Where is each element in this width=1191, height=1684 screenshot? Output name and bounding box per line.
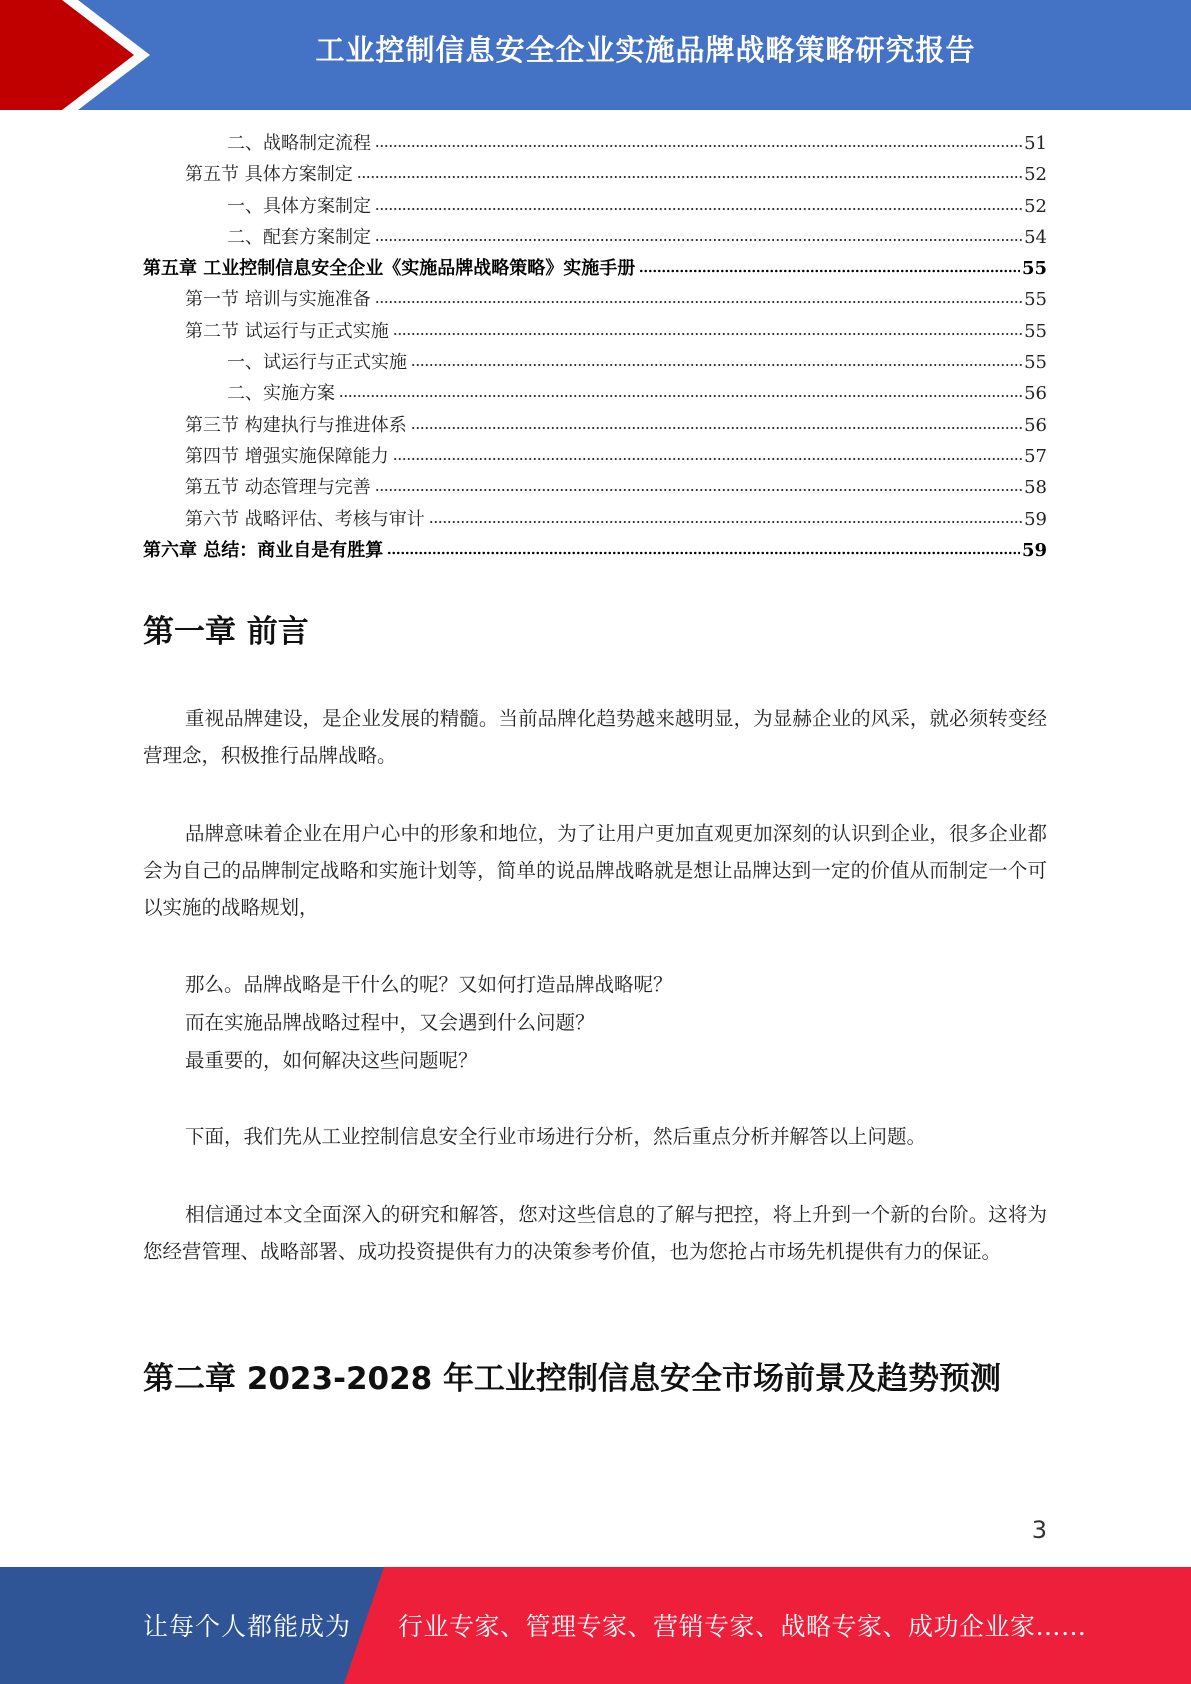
paragraph: 品牌意味着企业在用户心中的形象和地位，为了让用户更加直观更加深刻的认识到企业，很多企业都会为自己的品牌制定战略和实施计划等，简单的说品牌战略就是想让品牌达到一定的价值从而制定一个可以实施的战略规划， bbox=[143, 822, 1047, 919]
toc-entry-title: 第三节 构建执行与推进体系 bbox=[185, 414, 407, 436]
toc-entry-title: 第四节 增强实施保障能力 bbox=[185, 445, 389, 467]
toc-entry[interactable] bbox=[143, 378, 1047, 409]
toc-entry-title: 第六节 战略评估、考核与审计 bbox=[185, 508, 425, 530]
toc-entry-page: 56 bbox=[1024, 414, 1047, 436]
toc-entry-title: 第六章 总结：商业自是有胜算 bbox=[143, 539, 384, 561]
toc-entry-page: 55 bbox=[1024, 289, 1047, 311]
toc-entry-title: 二、实施方案 bbox=[227, 383, 335, 405]
toc-entry-page: 55 bbox=[1024, 352, 1047, 374]
question-line: 那么。品牌战略是干什么的呢？又如何打造品牌战略呢？ bbox=[185, 973, 673, 996]
toc-entry[interactable] bbox=[143, 504, 1047, 535]
toc-entry-page: 56 bbox=[1024, 383, 1047, 405]
toc-entry[interactable] bbox=[143, 284, 1047, 315]
toc-dot-leader bbox=[411, 413, 1022, 431]
toc-entry-title: 第二节 试运行与正式实施 bbox=[185, 320, 389, 342]
paragraph: 相信通过本文全面深入的研究和解答，您对这些信息的了解与把控，将上升到一个新的台阶。这将为您经营管理、战略部署、成功投资提供有力的决策参考价值，也为您抢占市场先机提供有力的保证。 bbox=[143, 1203, 1047, 1263]
toc-entry-title: 第五节 动态管理与完善 bbox=[185, 477, 371, 499]
table-of-contents bbox=[143, 128, 1047, 566]
chapter-heading: 第一章 前言 bbox=[143, 614, 309, 650]
toc-dot-leader bbox=[357, 162, 1022, 180]
toc-entry[interactable] bbox=[143, 441, 1047, 472]
toc-entry-page: 52 bbox=[1024, 195, 1047, 217]
footer-slogan-right: 行业专家、管理专家、营销专家、战略专家、成功企业家…… bbox=[398, 1612, 1087, 1641]
toc-entry-page: 54 bbox=[1024, 226, 1047, 248]
page-footer bbox=[0, 1567, 1191, 1684]
toc-dot-leader bbox=[375, 131, 1022, 149]
question-line: 最重要的，如何解决这些问题呢？ bbox=[185, 1049, 478, 1072]
toc-entry[interactable] bbox=[143, 316, 1047, 347]
toc-entry[interactable] bbox=[143, 128, 1047, 159]
toc-entry-title: 第一节 培训与实施准备 bbox=[185, 289, 371, 311]
toc-entry-title: 二、配套方案制定 bbox=[227, 226, 371, 248]
toc-entry-title: 一、具体方案制定 bbox=[227, 195, 371, 217]
toc-entry[interactable] bbox=[143, 472, 1047, 503]
toc-entry-page: 55 bbox=[1021, 258, 1047, 280]
toc-dot-leader bbox=[393, 444, 1022, 462]
toc-dot-leader bbox=[411, 350, 1022, 368]
toc-dot-leader bbox=[393, 319, 1022, 337]
toc-entry[interactable] bbox=[143, 347, 1047, 378]
toc-entry-page: 51 bbox=[1024, 133, 1047, 154]
toc-entry-title: 二、战略制定流程 bbox=[227, 133, 371, 154]
toc-entry-page: 59 bbox=[1021, 539, 1047, 561]
toc-dot-leader bbox=[339, 381, 1022, 399]
toc-dot-leader bbox=[375, 475, 1022, 493]
toc-entry[interactable] bbox=[143, 191, 1047, 222]
paragraph: 重视品牌建设，是企业发展的精髓。当前品牌化趋势越来越明显，为显赫企业的风采，就必须转变经营理念，积极推行品牌战略。 bbox=[143, 707, 1047, 767]
page-header bbox=[0, 0, 1191, 110]
toc-entry-page: 59 bbox=[1024, 508, 1047, 530]
toc-entry[interactable] bbox=[143, 159, 1047, 190]
toc-entry-title: 第五章 工业控制信息安全企业《实施品牌战略策略》实施手册 bbox=[143, 258, 636, 280]
toc-dot-leader bbox=[639, 256, 1020, 274]
report-title: 工业控制信息安全企业实施品牌战略策略研究报告 bbox=[315, 33, 976, 67]
toc-entry[interactable] bbox=[143, 410, 1047, 441]
toc-entry-title: 第五节 具体方案制定 bbox=[185, 164, 353, 186]
toc-entry[interactable] bbox=[143, 253, 1047, 284]
toc-entry-page: 57 bbox=[1024, 445, 1047, 467]
toc-entry-page: 58 bbox=[1024, 477, 1047, 499]
footer-slogan-left: 让每个人都能成为 bbox=[143, 1612, 352, 1641]
toc-dot-leader bbox=[429, 507, 1022, 525]
toc-entry[interactable] bbox=[143, 535, 1047, 566]
toc-dot-leader bbox=[375, 194, 1022, 212]
toc-entry-page: 55 bbox=[1024, 320, 1047, 342]
toc-dot-leader bbox=[375, 287, 1022, 305]
page-number: 3 bbox=[1031, 1516, 1047, 1544]
chapter-heading: 第二章 2023-2028 年工业控制信息安全市场前景及趋势预测 bbox=[143, 1361, 1002, 1397]
toc-entry-page: 52 bbox=[1024, 164, 1047, 186]
toc-dot-leader bbox=[375, 225, 1022, 243]
toc-entry[interactable] bbox=[143, 222, 1047, 253]
toc-dot-leader bbox=[387, 538, 1020, 556]
question-line: 而在实施品牌战略过程中，又会遇到什么问题？ bbox=[185, 1011, 595, 1034]
toc-entry-title: 一、试运行与正式实施 bbox=[227, 352, 407, 374]
paragraph: 下面，我们先从工业控制信息安全行业市场进行分析，然后重点分析并解答以上问题。 bbox=[185, 1125, 927, 1148]
